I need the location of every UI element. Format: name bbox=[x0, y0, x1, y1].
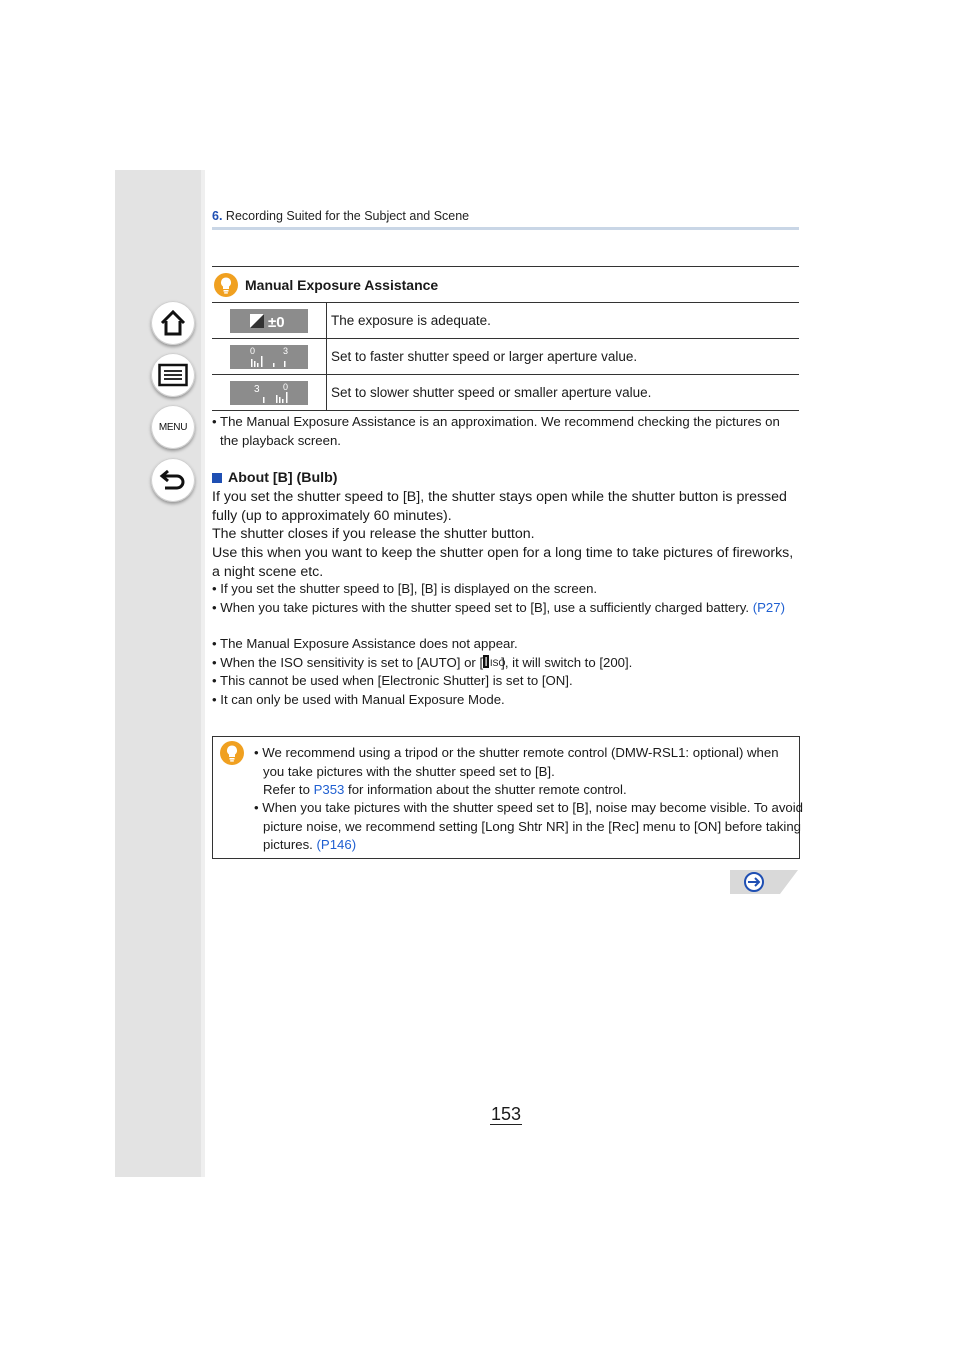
list-item: • When you take pictures with the shutter speed set to [B], use a sufficiently charged battery. (P27) bbox=[212, 600, 785, 615]
p146-link[interactable]: (P146) bbox=[316, 837, 357, 852]
mea-note: • The Manual Exposure Assistance is an approximation. We recommend checking the pictures on the playback screen. bbox=[212, 414, 780, 448]
bulb-heading bbox=[212, 470, 338, 486]
back-button[interactable] bbox=[151, 458, 195, 502]
tip-text: for information about the shutter remote control. bbox=[344, 782, 627, 797]
svg-text:0: 0 bbox=[250, 345, 256, 356]
exposure-value-text: ±0 bbox=[268, 313, 285, 331]
chapter-number: 6. bbox=[212, 209, 223, 223]
bullet-text: If you set the shutter speed to [B], [B] is displayed on the screen. bbox=[220, 581, 598, 596]
list-item: • It can only be used with Manual Exposure Mode. bbox=[212, 692, 505, 707]
p353-link[interactable]: P353 bbox=[313, 782, 345, 797]
tip-item: • When you take pictures with the shutter speed set to [B], noise may become visible. To avoid picture noise, we recommend setting [Long Shtr NR] in the [Rec] menu to [ON] before taking pictures. (P146) bbox=[254, 800, 804, 852]
mea-title: Manual Exposure Assistance bbox=[245, 277, 439, 293]
bulb-para-1: If you set the shutter speed to [B], the shutter stays open while the shutter button is pressed fully (up to approximately 60 minutes). bbox=[212, 489, 787, 524]
table-row bbox=[212, 339, 799, 375]
exposure-under-icon bbox=[230, 345, 308, 369]
next-page-arrow-icon bbox=[745, 873, 763, 891]
bulb-heading-text: About [B] (Bulb) bbox=[228, 470, 338, 486]
home-icon bbox=[159, 309, 187, 337]
list-item: • When the ISO sensitivity is set to [AUTO] or [ ISO ], it will switch to [200]. bbox=[212, 655, 633, 670]
bullet-text: When the ISO sensitivity is set to [AUTO] or [ bbox=[220, 655, 484, 670]
menu-label: MENU bbox=[158, 421, 188, 433]
bullet-text: This cannot be used when [Electronic Shutter] is set to [ON]. bbox=[220, 673, 573, 688]
mea-table bbox=[212, 302, 799, 411]
mea-row-description: Set to faster shutter speed or larger aperture value. bbox=[327, 339, 800, 375]
sidebar-edge bbox=[201, 170, 205, 1177]
table-row bbox=[212, 303, 799, 339]
tip-text: We recommend using a tripod or the shutter remote control (DMW-RSL1: optional) when you take pictures with the shutter speed set to [B]. bbox=[262, 745, 779, 779]
svg-text:3: 3 bbox=[254, 383, 260, 395]
mea-row-description: The exposure is adequate. bbox=[327, 303, 800, 339]
next-page-button[interactable] bbox=[730, 870, 798, 894]
list-item: • The Manual Exposure Assistance does not appear. bbox=[212, 636, 518, 651]
tip-item: • We recommend using a tripod or the shutter remote control (DMW-RSL1: optional) when you take pictures with the shutter speed set to [B]. Refer to P353 for information about the shutter remote control. bbox=[254, 745, 779, 797]
exposure-over-icon bbox=[230, 381, 308, 405]
mea-title-row bbox=[212, 266, 799, 303]
list-item: • If you set the shutter speed to [B], [B] is displayed on the screen. bbox=[212, 581, 598, 596]
list-icon bbox=[158, 363, 188, 387]
lightbulb-icon bbox=[214, 273, 238, 297]
svg-text:0: 0 bbox=[283, 381, 289, 392]
tip-text: Refer to bbox=[263, 782, 314, 797]
lightbulb-icon bbox=[220, 741, 244, 765]
contents-button[interactable] bbox=[151, 353, 195, 397]
table-row bbox=[212, 375, 799, 411]
mea-note-text: The Manual Exposure Assistance is an approximation. We recommend checking the pictures on the playback screen. bbox=[220, 414, 780, 448]
exposure-adequate-icon bbox=[230, 309, 308, 333]
bulb-para-3: Use this when you want to keep the shutter open for a long time to take pictures of fireworks, a night scene etc. bbox=[212, 545, 794, 580]
tip-text: When you take pictures with the shutter speed set to [B], noise may become visible. To avoid picture noise, we recommend setting [Long Shtr NR] in the [Rec] menu to [ON] before taking pictures. bbox=[262, 800, 804, 852]
p27-link[interactable]: (P27) bbox=[752, 600, 785, 615]
mea-row-description: Set to slower shutter speed or smaller aperture value. bbox=[327, 375, 800, 411]
bullet-text: It can only be used with Manual Exposure Mode. bbox=[220, 692, 505, 707]
menu-button[interactable] bbox=[151, 405, 195, 449]
square-bullet-icon bbox=[212, 473, 222, 483]
intelligent-iso-icon bbox=[483, 655, 506, 668]
list-item: • This cannot be used when [Electronic Shutter] is set to [ON]. bbox=[212, 673, 573, 688]
page-number: 153 bbox=[491, 1104, 522, 1124]
home-button[interactable] bbox=[151, 301, 195, 345]
svg-text:ISO: ISO bbox=[490, 658, 506, 668]
chapter-header bbox=[212, 209, 799, 230]
bullet-text: ], it will switch to [200]. bbox=[501, 655, 633, 670]
return-icon bbox=[159, 467, 187, 493]
bulb-para-2: The shutter closes if you release the shutter button. bbox=[212, 526, 535, 542]
bullet-text: The Manual Exposure Assistance does not appear. bbox=[220, 636, 518, 651]
svg-text:3: 3 bbox=[283, 345, 289, 356]
bullet-text: When you take pictures with the shutter speed set to [B], use a sufficiently charged battery. bbox=[220, 600, 750, 615]
tip-box bbox=[212, 736, 804, 859]
chapter-title: Recording Suited for the Subject and Scene bbox=[225, 209, 470, 223]
